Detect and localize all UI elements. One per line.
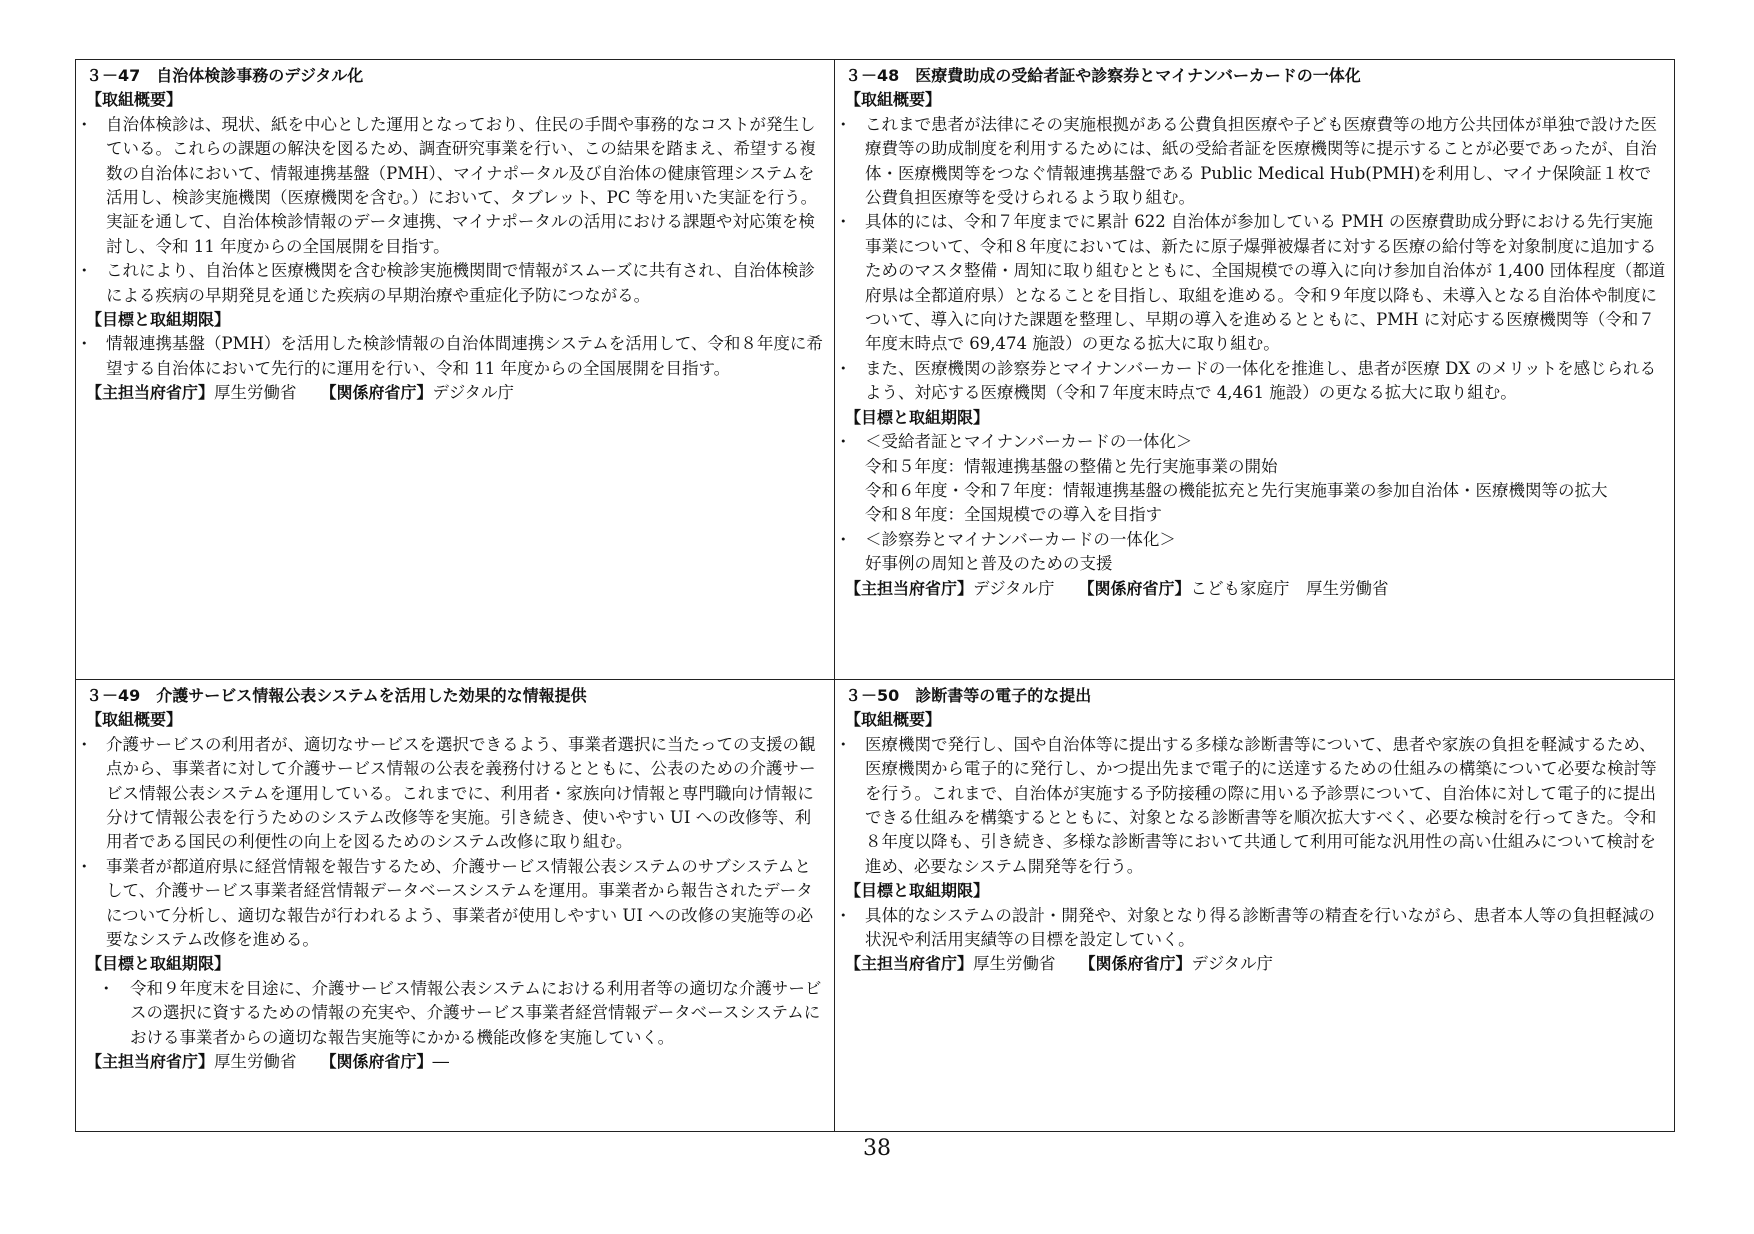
schedule-line: 令和６年度・令和７年度：情報連携基盤の機能拡充と先行実施事業の参加自治体・医療機関等の拡大 [865, 480, 1608, 500]
bullet-item: ・ 具体的なシステムの設計・開発や、対象となり得る診断書等の精査を行いながら、患者本人等の負担軽減の状況や利活用実績等の目標を設定していく。 [845, 904, 1666, 953]
page-number: 38 [863, 1136, 891, 1161]
bullet-item: ・ これまで患者が法律にその実施根拠がある公費負担医療や子ども医療費等の地方公共団体が単独で設けた医療費等の助成制度を利用するためには、紙の受給者証を医療機関等に提示することが必要であったが、自治体・医療機関等をつなぐ情報連携基盤である Public Medical Hub(PMH)を利用し、マイナ保険証１枚で公費負担医療等を受けられるよう取り組む。 [845, 113, 1666, 211]
cell-3-48 [835, 60, 1675, 680]
section-heading: 【目標と取組期限】 [86, 310, 231, 330]
schedule-line: 令和８年度：全国規模での導入を目指す [865, 505, 1162, 525]
bullet-item: ・ 令和９年度末を目途に、介護サービス情報公表システムにおける利用者等の適切な介護サービスの選択に資するための情報の充実や、介護サービス事業者経営情報データベースシステムにおける事業者からの適切な報告実施等にかかる機能改修を実施していく。 [86, 977, 826, 1050]
lead-agency: デジタル庁 [973, 578, 1055, 598]
item-title: ３－47 自治体検診事務のデジタル化 [86, 66, 364, 85]
related-agency-label: 【関係府省庁】 [320, 1052, 433, 1072]
bullet-item: ・ これにより、自治体と医療機関を含む検診実施機関間で情報がスムーズに共有され、自治体検診による疾病の早期発見を通じた疾病の早期治療や重症化予防につながる。 [86, 259, 826, 308]
section-heading: 【取組概要】 [86, 90, 183, 110]
agency-line [86, 381, 826, 405]
section-heading: 【取組概要】 [845, 90, 942, 110]
lead-agency: 厚生労働省 [214, 1052, 297, 1072]
cell-3-47 [76, 60, 835, 680]
item-title: ３－49 介護サービス情報公表システムを活用した効果的な情報提供 [86, 686, 587, 705]
related-agency-label: 【関係府省庁】 [1079, 954, 1192, 974]
bullet-item: ・ 自治体検診は、現状、紙を中心とした運用となっており、住民の手間や事務的なコストが発生している。これらの課題の解決を図るため、調査研究事業を行い、この結果を踏まえ、希望する複数の自治体において、情報連携基盤（PMH）、マイナポータル及び自治体の健康管理システムを活用し、検診実施機関（医療機関を含む。）において、タブレット、PC 等を用いた実証を行う。実証を通して、自治体検診情報のデータ連携、マイナポータルの活用における課題や対応策を検討し、令和 11 年度からの全国展開を目指す。 [86, 113, 826, 259]
bullet-item: ・ 具体的には、令和７年度までに累計 622 自治体が参加している PMH の医療費助成分野における先行実施事業について、令和８年度においては、新たに原子爆弾被爆者に対する医療の給付等を対象制度に追加するためのマスタ整備・周知に取り組むとともに、全国規模での導入に向け参加自治体が 1,400 団体程度（都道府県は全都道府県）となることを目指し、取組を進める。令和９年度以降も、未導入となる自治体や制度について、導入に向けた課題を整理し、早期の導入を進めるとともに、PMH に対応する医療機関等（令和７年度末時点で 69,474 施設）の更なる拡大に取り組む。 [845, 210, 1666, 356]
related-agency-label: 【関係府省庁】 [1078, 578, 1191, 598]
related-agency: ― [432, 1052, 450, 1072]
measures-table [75, 59, 1675, 1132]
bullet-item: ・ ＜診察券とマイナンバーカードの一体化＞ [845, 528, 1666, 552]
section-heading: 【目標と取組期限】 [845, 407, 990, 427]
schedule-line: 好事例の周知と普及のための支援 [865, 554, 1113, 574]
bullet-item: ・ 事業者が都道府県に経営情報を報告するため、介護サービス情報公表システムのサブシステムとして、介護サービス事業者経営情報データベースシステムを運用。事業者から報告されたデータについて分析し、適切な報告が行われるよう、事業者が使用しやすい UI への改修の実施等の必要なシステム改修を進める。 [86, 855, 826, 953]
bullet-item: ・ また、医療機関の診察券とマイナンバーカードの一体化を推進し、患者が医療 DX のメリットを感じられるよう、対応する医療機関（令和７年度末時点で 4,461 施設）の更なる拡大に取り組む。 [845, 357, 1666, 406]
bullet-item: ・ 情報連携基盤（PMH）を活用した検診情報の自治体間連携システムを活用して、令和８年度に希望する自治体において先行的に運用を行い、令和 11 年度からの全国展開を目指す。 [86, 332, 826, 381]
item-title: ３－48 医療費助成の受給者証や診察券とマイナンバーカードの一体化 [845, 66, 1361, 85]
related-agency: デジタル庁 [1191, 954, 1274, 974]
section-heading: 【取組概要】 [86, 710, 183, 730]
cell-3-49 [76, 680, 835, 1132]
item-title: ３－50 診断書等の電子的な提出 [845, 686, 1092, 705]
agency-line [86, 1050, 826, 1074]
agency-line [845, 952, 1666, 976]
lead-agency-label: 【主担当府省庁】 [86, 1052, 215, 1072]
lead-agency-label: 【主担当府省庁】 [86, 383, 215, 403]
section-heading: 【目標と取組期限】 [845, 881, 990, 901]
related-agency: デジタル庁 [432, 383, 515, 403]
lead-agency-label: 【主担当府省庁】 [845, 578, 974, 598]
cell-3-50 [835, 680, 1675, 1132]
agency-line [845, 577, 1666, 601]
bullet-item: ・ 介護サービスの利用者が、適切なサービスを選択できるよう、事業者選択に当たっての支援の観点から、事業者に対して介護サービス情報の公表を義務付けるとともに、公表のための介護サービス情報公表システムを運用している。これまでに、利用者・家族向け情報と専門職向け情報に分けて情報公表を行うためのシステム改修等を実施。引き続き、使いやすい UI への改修等、利用者である国民の利便性の向上を図るためのシステム改修に取り組む。 [86, 733, 826, 855]
lead-agency: 厚生労働省 [214, 383, 297, 403]
lead-agency: 厚生労働省 [973, 954, 1056, 974]
section-heading: 【目標と取組期限】 [86, 954, 231, 974]
bullet-item: ・ 医療機関で発行し、国や自治体等に提出する多様な診断書等について、患者や家族の負担を軽減するため、医療機関から電子的に発行し、かつ提出先まで電子的に送達するための仕組みの構築について必要な検討等を行う。これまで、自治体が実施する予防接種の際に用いる予診票について、自治体に対して電子的に提出できる仕組みを構築するとともに、対象となる診断書等を順次拡大すべく、必要な検討を行ってきた。令和８年度以降も、引き続き、多様な診断書等において共通して利用可能な汎用性の高い仕組みについて検討を進め、必要なシステム開発等を行う。 [845, 733, 1666, 879]
related-agency-label: 【関係府省庁】 [320, 383, 433, 403]
schedule-line: 令和５年度：情報連携基盤の整備と先行実施事業の開始 [865, 456, 1278, 476]
lead-agency-label: 【主担当府省庁】 [845, 954, 974, 974]
bullet-item: ・ ＜受給者証とマイナンバーカードの一体化＞ [845, 430, 1666, 454]
section-heading: 【取組概要】 [845, 710, 942, 730]
related-agency: こども家庭庁 厚生労働省 [1190, 578, 1389, 598]
